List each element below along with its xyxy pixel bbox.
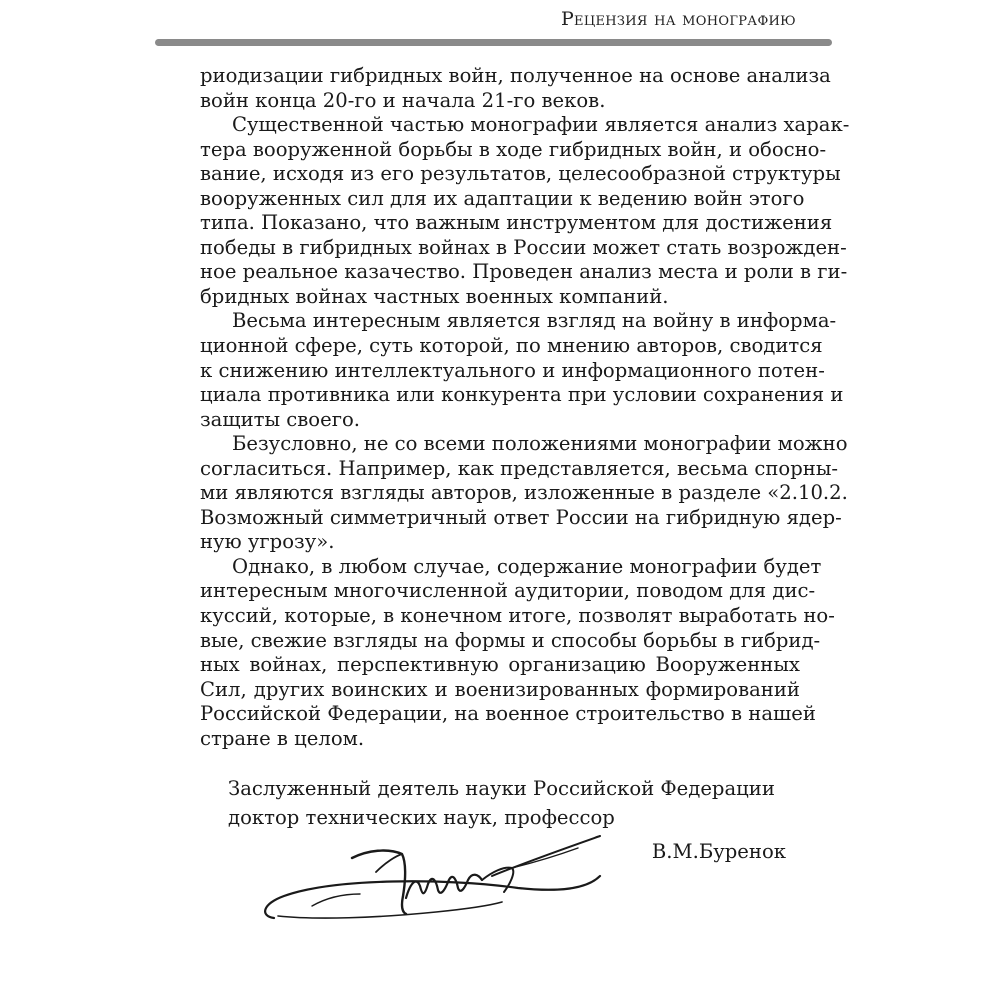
text-line: типа. Показано, что важным инструментом для достижения xyxy=(200,211,833,235)
text-line: ное реальное казачество. Проведен анализ места и роли в ги- xyxy=(200,260,848,284)
text-line: к снижению интеллектуального и информационного потен- xyxy=(200,358,825,382)
handwritten-signature-icon xyxy=(256,832,606,927)
text-line: тера вооруженной борьбы в ходе гибридных войн, и обосно- xyxy=(200,137,827,161)
running-title: Рецензия на монографию xyxy=(560,8,796,30)
text-line: войн конца 20-го и начала 21-го веков. xyxy=(200,88,606,112)
text-line: бридных войнах частных военных компаний. xyxy=(200,284,669,308)
text-line: Сил, других воинских и военизированных формирований xyxy=(200,677,800,701)
text-line: вание, исходя из его результатов, целесообразной структуры xyxy=(200,162,841,186)
text-line: ную угрозу». xyxy=(200,530,335,554)
text-line: циала противника или конкурента при условии сохранения и xyxy=(200,383,844,407)
text-line: куссий, которые, в конечном итоге, позволят выработать но- xyxy=(200,604,835,628)
text-line: ционной сфере, суть которой, по мнению авторов, сводится xyxy=(200,334,823,358)
signer-academic-title: доктор технических наук, профессор xyxy=(228,806,615,829)
text-line: Весьма интересным является взгляд на войну в информа- xyxy=(232,309,837,333)
text-line: Безусловно, не со всеми положениями монографии можно xyxy=(232,432,848,456)
signer-name: В.М.Буренок xyxy=(651,840,786,863)
text-line: Российской Федерации, на военное строительство в нашей xyxy=(200,702,816,726)
text-line: Возможный симметричный ответ России на гибридную ядер- xyxy=(200,505,842,529)
signer-honorary-title: Заслуженный деятель науки Российской Федерации xyxy=(228,777,775,800)
text-line: согласиться. Например, как представляется, весьма спорны- xyxy=(200,456,839,480)
text-line: Однако, в любом случае, содержание монографии будет xyxy=(232,554,822,578)
text-line: победы в гибридных войнах в России может стать возрожден- xyxy=(200,235,847,259)
text-line: ми являются взгляды авторов, изложенные в разделе «2.10.2. xyxy=(200,481,848,505)
signature-block-titles xyxy=(228,774,775,832)
review-body-text xyxy=(200,64,850,751)
text-line: риодизации гибридных войн, полученное на основе анализа xyxy=(200,64,831,87)
text-line: вые, свежие взгляды на формы и способы борьбы в гибрид- xyxy=(200,628,821,652)
text-line: интересным многочисленной аудитории, поводом для дис- xyxy=(200,579,816,603)
text-line: стране в целом. xyxy=(200,726,365,750)
header-rule xyxy=(155,39,832,46)
text-line: защиты своего. xyxy=(200,407,360,431)
text-line: вооруженных сил для их адаптации к ведению войн этого xyxy=(200,186,805,210)
text-line: Существенной частью монографии является анализ харак- xyxy=(232,113,850,137)
text-line: ных войнах, перспективную организацию Вооруженных xyxy=(200,653,800,677)
